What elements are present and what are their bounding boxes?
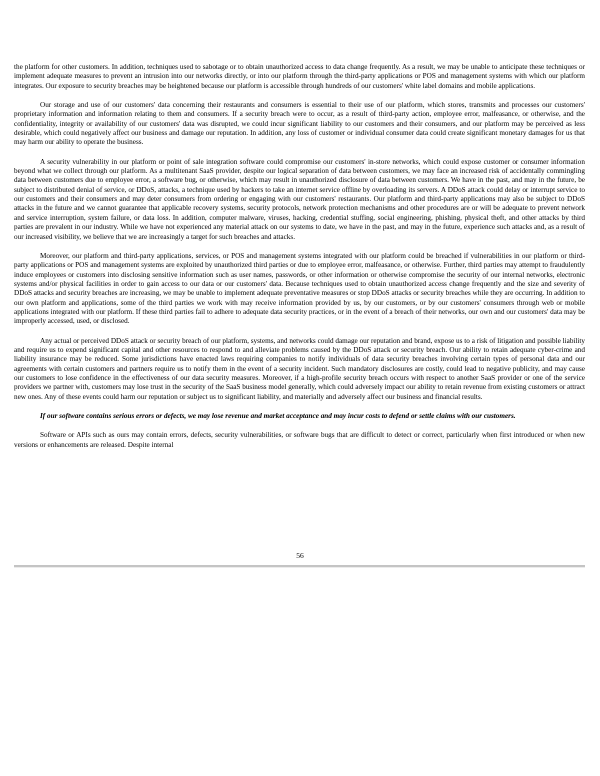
page-number: 56: [296, 551, 304, 560]
paragraph-third-party-breach: Moreover, our platform and third-party applications, services, or POS and management systems integrated with our platform could be breached if vulnerabilities in our platform or third-party applications or POS and management systems are exploited by unauthorized third parties or due to employee error, malfeasance, or otherwise. Further, third parties may attempt to fraudulently induce employees or customers into disclosing sensitive information such as user names, passwords, or other information or otherwise compromise the security of our internal networks, electronic systems and/or physical facilities in order to gain access to our data or our customers' data. Because techniques used to obtain unauthorized access change frequently and the size and severity of DDoS attacks and security breaches are increasing, we may be unable to implement adequate preventative measures or stop DDoS attacks or security breaches while they are occurring. In addition to our own platform and applications, some of the third parties we work with may receive information provided by us, by our customers, or by our customers' consumers through web or mobile applications integrated with our platform. If these third parties fail to adhere to adequate data security practices, or in the event of a breach of their networks, our own and our customers' data may be improperly accessed, used, or disclosed.: [14, 251, 585, 326]
paragraph-platform-continuation: the platform for other customers. In addition, techniques used to sabotage or to obtain unauthorized access to data change frequently. As a result, we may be unable to anticipate these techniques or implement adequate measures to prevent an intrusion into our networks directly, or into our platform through the third-party applications or POS and management systems with which our platform integrates. Our exposure to security breaches may be heightened because our platform is accessible through hundreds of our customers' white label domains and mobile applications.: [14, 63, 585, 90]
paragraph-data-storage: Our storage and use of our customers' data concerning their restaurants and consumers is essential to their use of our platform, which stores, transmits and processes our customers' proprietary information and information relating to them and consumers. If a security breach were to occur, as a result of third-party action, employee error, malfeasance, or otherwise, and the confidentiality, integrity or availability of our customers' data was disrupted, we could incur significant liability to our customers and their consumers, and our platform may be perceived as less desirable, which could negatively affect our business and damage our reputation. In addition, any loss of customer or individual consumer data could create significant monetary damages for us that may harm our ability to operate the business.: [14, 101, 585, 147]
risk-factor-heading-software-errors: If our software contains serious errors or defects, we may lose revenue and market acceptance and may incur costs to defend or settle claims with our customers.: [40, 412, 516, 420]
paragraph-software-bugs: Software or APIs such as ours may contain errors, defects, security vulnerabilities, or software bugs that are difficult to detect or correct, particularly when first introduced or when new versions or enhancements are released. Despite internal: [14, 431, 585, 449]
risk-factors-text-block: [14, 63, 585, 460]
paragraph-ddos-consequences: Any actual or perceived DDoS attack or security breach of our platform, systems, and networks could damage our reputation and brand, expose us to a risk of litigation and possible liability and require us to expend significant capital and other resources to respond to and alleviate problems caused by the DDoS attack or security breach. Our ability to retain adequate cyber-crime and liability insurance may be reduced. Some jurisdictions have enacted laws requiring companies to notify individuals of data security breaches involving certain types of personal data and our agreements with certain customers and partners require us to notify them in the event of a security incident. Such mandatory disclosures are costly, could lead to negative publicity, and may cause our customers to lose confidence in the effectiveness of our data security measures. Moreover, if a high-profile security breach occurs with respect to another SaaS provider or one of the service providers we partner with, customers may lose trust in the security of the SaaS business model generally, which could adversely impact our ability to retain revenue from existing customers or attract new ones. Any of these events could harm our reputation or subject us to significant liability, and materially and adversely affect our business and financial results.: [14, 336, 585, 401]
paragraph-security-vulnerability: A security vulnerability in our platform or point of sale integration software could compromise our customers' in-store networks, which could expose customer or consumer information beyond what we collect through our platform. As a multitenant SaaS provider, despite our logical separation of data between customers, we may face an increased risk of accidentally commingling data between customers due to employee error, a software bug, or otherwise, which may result in unauthorized disclosure of data between customers. We have in the past, and may in the future, be subject to distributed denial of service, or DDoS, attacks, a technique used by hackers to take an internet service offline by overloading its servers. A DDoS attack could delay or interrupt service to our customers and their consumers and may deter consumers from ordering or engaging with our customers' restaurants. Our platform and third-party applications may also be subject to DDoS attacks in the future and we cannot guarantee that applicable recovery systems, security protocols, network protection mechanisms and other procedures are or will be adequate to prevent network and service interruption, system failure, or data loss. In addition, computer malware, viruses, hacking, credential stuffing, social engineering, phishing, physical theft, and other attacks by third parties are prevalent in our industry. While we have not experienced any material attack on our systems to date, we have in the past, and may in the future, experience such attacks and, as a result of our increased visibility, we believe that we are increasingly a target for such breaches and attacks.: [14, 157, 585, 241]
footer-divider: [14, 565, 585, 568]
